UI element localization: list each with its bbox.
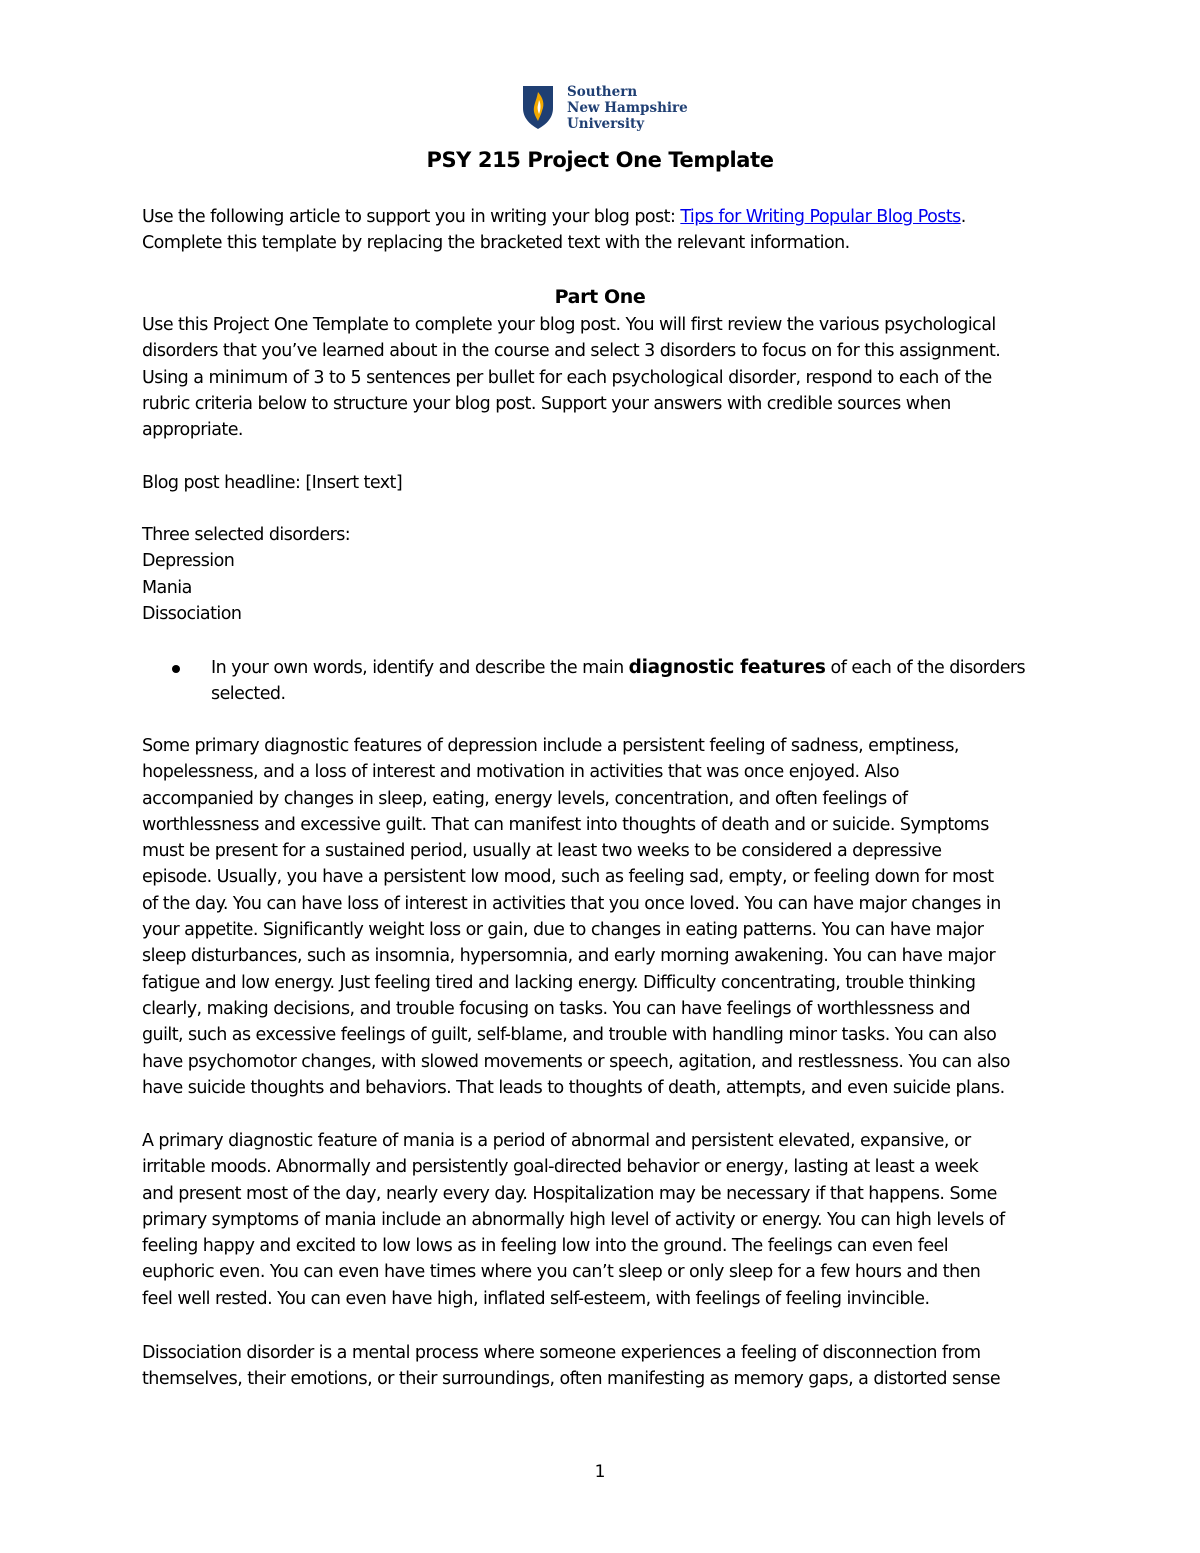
- intro-text-after: .: [960, 207, 966, 227]
- paragraph-line: clearly, making decisions, and trouble focusing on tasks. You can have feelings of worthlessness and: [142, 998, 971, 1019]
- intro-text-before: Use the following article to support you in writing your blog post:: [142, 207, 681, 227]
- mania-paragraph: [142, 1128, 1067, 1312]
- paragraph-line: must be present for a sustained period, usually at least two weeks to be considered a depressive: [142, 841, 942, 862]
- paragraph-line: accompanied by changes in sleep, eating, energy levels, concentration, and often feelings of: [142, 788, 908, 809]
- part-one-line: Use this Project One Template to complete your blog post. You will first review the various psychological: [142, 315, 996, 335]
- disorder-item: Dissociation: [142, 603, 242, 624]
- paragraph-line: primary symptoms of mania include an abnormally high level of activity or energy. You can high levels of: [142, 1209, 1005, 1230]
- paragraph-line: episode. Usually, you have a persistent low mood, such as feeling sad, empty, or feeling down for most: [142, 867, 994, 888]
- paragraph-line: sleep disturbances, such as insomnia, hypersomnia, and early morning awakening. You can have major: [142, 946, 996, 967]
- disorders-list: [142, 522, 1067, 627]
- shield-flame-icon: [522, 84, 554, 130]
- intro-line-2: Complete this template by replacing the bracketed text with the relevant information.: [142, 233, 850, 254]
- document-title: PSY 215 Project One Template: [426, 148, 774, 172]
- bullet-text-after: of each of the disorders: [825, 658, 1026, 678]
- bullet-icon: [172, 665, 180, 673]
- paragraph-line: themselves, their emotions, or their surroundings, often manifesting as memory gaps, a distorted sense: [142, 1369, 1001, 1390]
- intro-line-1: [142, 204, 1067, 230]
- paragraph-line: A primary diagnostic feature of mania is a period of abnormal and persistent elevated, expansive, or: [142, 1131, 971, 1151]
- paragraph-line: of the day. You can have loss of interest in activities that you once loved. You can have major changes in: [142, 893, 1001, 914]
- snhu-logo: [522, 82, 692, 134]
- bullet-line-2: selected.: [211, 684, 286, 705]
- bullet-item: [211, 655, 1067, 708]
- part-one-line: appropriate.: [142, 420, 243, 441]
- part-one-line: disorders that you’ve learned about in the course and select 3 disorders to focus on for this assignment.: [142, 341, 1001, 362]
- bullet-bold-text: diagnostic features: [628, 657, 826, 678]
- logo-line-2: New Hampshire: [567, 100, 688, 116]
- disorder-item: Mania: [142, 577, 192, 598]
- part-one-line: Using a minimum of 3 to 5 sentences per bullet for each psychological disorder, respond to each of the: [142, 367, 992, 388]
- part-one-body: [142, 312, 1067, 443]
- paragraph-line: have suicide thoughts and behaviors. That leads to thoughts of death, attempts, and even suicide plans.: [142, 1077, 1005, 1098]
- paragraph-line: euphoric even. You can even have times where you can’t sleep or only sleep for a few hours and then: [142, 1262, 981, 1283]
- logo-line-3: University: [567, 116, 645, 132]
- paragraph-line: Dissociation disorder is a mental process where someone experiences a feeling of disconnection from: [142, 1343, 981, 1363]
- paragraph-line: feel well rested. You can even have high, inflated self-esteem, with feelings of feeling invincible.: [142, 1288, 930, 1309]
- blog-headline: Blog post headline: [Insert text]: [142, 473, 403, 493]
- paragraph-line: Some primary diagnostic features of depression include a persistent feeling of sadness, emptiness,: [142, 736, 959, 756]
- paragraph-line: worthlessness and excessive guilt. That can manifest into thoughts of death and or suicide. Symptoms: [142, 814, 989, 835]
- disorder-item: Depression: [142, 551, 235, 572]
- logo-line-1: Southern: [567, 84, 638, 100]
- paragraph-line: hopelessness, and a loss of interest and motivation in activities that was once enjoyed. Also: [142, 762, 899, 783]
- depression-paragraph: [142, 733, 1067, 1101]
- bullet-line-1: [211, 655, 1067, 681]
- paragraph-line: have psychomotor changes, with slowed movements or speech, agitation, and restlessness. You can also: [142, 1051, 1010, 1072]
- dissociation-paragraph: [142, 1340, 1067, 1393]
- tips-article-link[interactable]: Tips for Writing Popular Blog Posts: [680, 207, 961, 227]
- paragraph-line: feeling happy and excited to low lows as in feeling low into the ground. The feelings can even feel: [142, 1236, 949, 1257]
- part-one-line: rubric criteria below to structure your blog post. Support your answers with credible sources when: [142, 393, 951, 414]
- part-one-heading: Part One: [554, 286, 646, 308]
- paragraph-line: and present most of the day, nearly every day. Hospitalization may be necessary if that happens. Some: [142, 1183, 997, 1204]
- page-number: 1: [594, 1462, 606, 1482]
- disorders-label: Three selected disorders:: [142, 525, 351, 545]
- bullet-text-before: In your own words, identify and describe the main: [211, 658, 629, 678]
- paragraph-line: guilt, such as excessive feelings of guilt, self-blame, and trouble with handling minor tasks. You can also: [142, 1025, 997, 1046]
- paragraph-line: fatigue and low energy. Just feeling tired and lacking energy. Difficulty concentrating, trouble thinking: [142, 972, 976, 993]
- intro-section: [142, 204, 1067, 257]
- paragraph-line: irritable moods. Abnormally and persistently goal-directed behavior or energy, lasting at least a week: [142, 1157, 979, 1178]
- paragraph-line: your appetite. Significantly weight loss or gain, due to changes in eating patterns. You can have major: [142, 920, 984, 941]
